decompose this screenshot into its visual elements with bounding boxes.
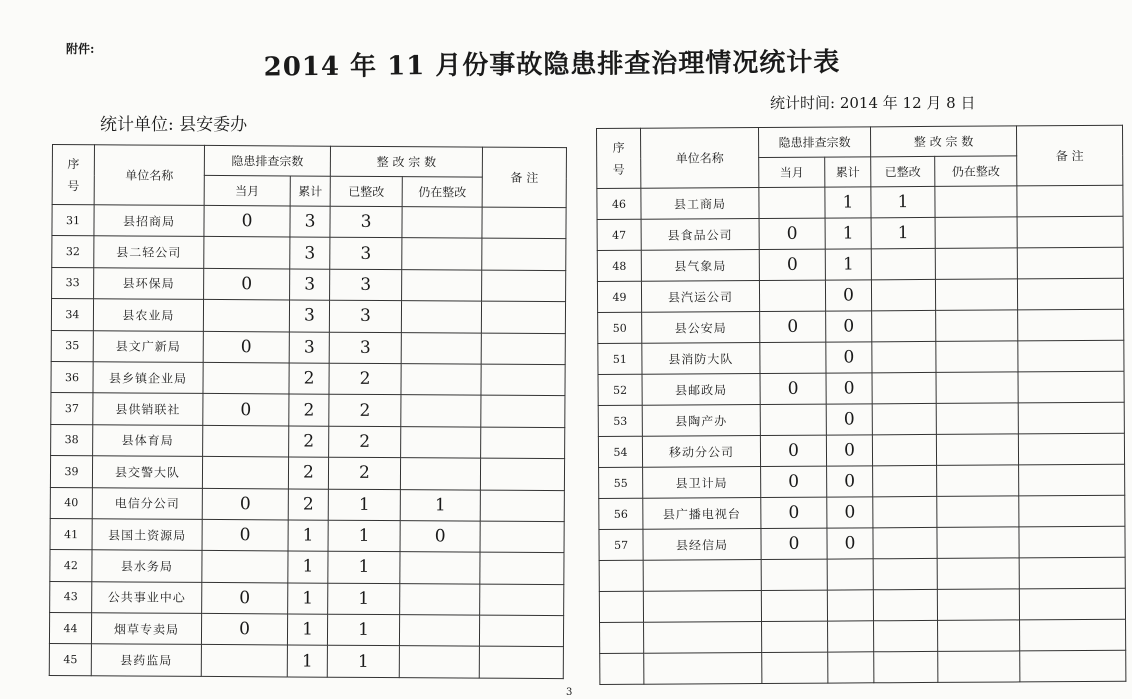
seq-cell: 52: [598, 374, 642, 405]
cumulative-cell: 1: [825, 187, 871, 218]
cumulative-cell: 3: [289, 332, 329, 364]
seq-header-bottom: 号: [612, 162, 625, 177]
rectified-cell: 1: [871, 186, 935, 217]
current-month-cell: 0: [202, 582, 288, 614]
still-rectifying-cell: [401, 426, 481, 458]
unit-name-cell: 县国土资源局: [92, 519, 202, 551]
remarks-cell: [482, 270, 566, 302]
rectified-cell: 2: [329, 363, 401, 395]
rectified-cell: [873, 496, 937, 527]
table-row: [52, 205, 566, 240]
rectified-cell: 2: [328, 457, 400, 489]
rectified-cell: 3: [330, 238, 402, 270]
unit-name-header: 单位名称: [641, 128, 759, 189]
still-rectifying-cell: [400, 552, 480, 584]
still-rectifying-cell: [402, 238, 482, 270]
cumulative-cell: 2: [289, 426, 329, 458]
cumulative-cell: 3: [290, 269, 330, 301]
seq-header: [597, 128, 641, 188]
still-rectifying-cell: [935, 217, 1017, 249]
remarks-cell: [480, 584, 564, 616]
unit-name-cell: 烟草专卖局: [91, 613, 201, 645]
still-rectifying-cell: 1: [400, 489, 480, 521]
cumulative-cell: 1: [287, 614, 327, 646]
rectified-cell: 1: [328, 551, 400, 583]
cumulative-cell: 1: [288, 551, 328, 583]
table-row: [598, 309, 1124, 343]
unit-name-cell: [644, 652, 762, 684]
still-rectifying-cell: [402, 269, 482, 301]
current-month-cell: 0: [760, 311, 826, 342]
cumulative-header: 累计: [290, 176, 330, 206]
page-number: 3: [566, 687, 573, 698]
seq-cell: 42: [50, 550, 92, 582]
table-row: [598, 433, 1124, 467]
unit-name-cell: [643, 590, 761, 622]
unit-name-cell: 县环保局: [94, 268, 204, 300]
cumulative-cell: 0: [826, 342, 872, 373]
seq-cell: [600, 622, 644, 653]
rectify-count-header: 整 改 宗 数: [871, 126, 1017, 157]
still-rectifying-cell: [399, 646, 479, 678]
table-row: [50, 487, 564, 522]
remarks-cell: [1017, 216, 1123, 248]
unit-name-cell: 县水务局: [92, 550, 202, 582]
seq-cell: 36: [51, 361, 93, 393]
unit-name-cell: 县交警大队: [92, 456, 202, 488]
rectified-header: 已整改: [330, 176, 402, 206]
still-rectifying-cell: [936, 341, 1018, 373]
remarks-cell: [479, 647, 563, 679]
remarks-cell: [480, 521, 564, 553]
still-rectifying-header: 仍在整改: [935, 156, 1017, 187]
rectified-cell: [871, 248, 935, 279]
unit-name-cell: 县食品公司: [641, 219, 759, 251]
still-rectifying-cell: [400, 583, 480, 615]
current-month-cell: [203, 362, 289, 394]
rectified-cell: [873, 465, 937, 496]
table-row: [49, 644, 563, 679]
current-month-cell: [202, 551, 288, 583]
rectified-cell: 1: [328, 520, 400, 552]
still-rectifying-cell: [936, 403, 1018, 435]
rectified-cell: 3: [329, 332, 401, 364]
cumulative-cell: 0: [825, 280, 871, 311]
seq-cell: 38: [51, 424, 93, 456]
rectified-cell: [872, 310, 936, 341]
remarks-cell: [481, 364, 565, 396]
current-month-cell: 0: [761, 528, 827, 559]
table-row: [600, 619, 1126, 653]
table-row: [597, 278, 1123, 312]
current-month-cell: [203, 425, 289, 457]
seq-cell: 41: [50, 518, 92, 550]
current-month-cell: 0: [204, 268, 290, 300]
rectified-cell: [872, 434, 936, 465]
remarks-header: 备 注: [1017, 125, 1123, 186]
remarks-cell: [1019, 557, 1125, 589]
rectified-cell: 1: [327, 646, 399, 678]
table-row: [52, 236, 566, 271]
rectified-cell: [872, 372, 936, 403]
remarks-cell: [1017, 278, 1123, 310]
unit-name-cell: [643, 559, 761, 591]
cumulative-cell: 0: [826, 435, 872, 466]
cumulative-cell: 2: [288, 457, 328, 489]
still-rectifying-cell: [402, 207, 482, 239]
current-month-cell: 0: [761, 466, 827, 497]
current-month-header: 当月: [759, 157, 825, 187]
rectified-header: 已整改: [871, 156, 935, 186]
cumulative-cell: 0: [826, 311, 872, 342]
still-rectifying-cell: [937, 465, 1019, 497]
seq-cell: 32: [52, 236, 94, 268]
cumulative-cell: 2: [289, 363, 329, 395]
rectified-cell: [873, 558, 937, 589]
cumulative-cell: 3: [290, 237, 330, 269]
table-row: [598, 371, 1124, 405]
unit-name-cell: 县经信局: [643, 528, 761, 560]
remarks-cell: [1017, 185, 1123, 217]
table-row: [598, 402, 1124, 436]
cumulative-cell: 0: [827, 528, 873, 559]
remarks-header: 备 注: [482, 147, 566, 208]
cumulative-cell: 1: [288, 583, 328, 615]
unit-name-cell: 县卫计局: [643, 467, 761, 499]
unit-name-cell: 县广播电视台: [643, 498, 761, 530]
current-month-cell: [761, 590, 827, 621]
current-month-cell: 0: [202, 488, 288, 520]
seq-cell: 34: [51, 299, 93, 331]
unit-name-cell: 县汽运公司: [641, 281, 759, 313]
still-rectifying-cell: [401, 395, 481, 427]
remarks-cell: [1019, 495, 1125, 527]
remarks-cell: [481, 427, 565, 459]
table-row: [600, 650, 1126, 684]
remarks-cell: [1019, 464, 1125, 496]
still-rectifying-cell: [935, 248, 1017, 280]
seq-cell: 43: [50, 581, 92, 613]
seq-cell: 39: [50, 456, 92, 488]
seq-cell: [599, 560, 643, 591]
seq-cell: 31: [52, 205, 94, 237]
unit-name-cell: 公共事业中心: [92, 581, 202, 613]
seq-cell: [600, 653, 644, 684]
rectified-cell: 2: [329, 426, 401, 458]
remarks-cell: [481, 333, 565, 365]
seq-header-bottom: 号: [67, 178, 80, 193]
still-rectifying-cell: [937, 558, 1019, 590]
seq-cell: 51: [598, 343, 642, 374]
seq-header: [52, 145, 94, 205]
cumulative-cell: 2: [288, 488, 328, 520]
seq-cell: 47: [597, 219, 641, 250]
seq-cell: [599, 591, 643, 622]
unit-name-cell: 县消防大队: [642, 343, 760, 375]
seq-cell: 48: [597, 250, 641, 281]
table-row: [51, 330, 565, 365]
still-rectifying-cell: [937, 496, 1019, 528]
table-row: [599, 588, 1125, 622]
table-row: [599, 557, 1125, 591]
still-rectifying-cell: [936, 310, 1018, 342]
cumulative-cell: 0: [826, 373, 872, 404]
right-stats-table: [596, 125, 1126, 685]
remarks-cell: [1018, 371, 1124, 403]
seq-cell: 54: [598, 436, 642, 467]
still-rectifying-header: 仍在整改: [402, 177, 482, 207]
remarks-cell: [1019, 588, 1125, 620]
hazard-count-header: 隐患排查宗数: [759, 127, 871, 158]
current-month-header: 当月: [204, 175, 290, 206]
still-rectifying-cell: [936, 372, 1018, 404]
cumulative-cell: 3: [290, 206, 330, 238]
table-row: [51, 393, 565, 428]
current-month-cell: [760, 404, 826, 435]
seq-cell: 46: [597, 188, 641, 219]
seq-cell: 45: [49, 644, 91, 676]
table-row: [51, 424, 565, 459]
still-rectifying-cell: [937, 527, 1019, 559]
rectified-cell: 1: [871, 217, 935, 248]
current-month-cell: 0: [202, 519, 288, 551]
still-rectifying-cell: [400, 458, 480, 490]
seq-cell: 53: [598, 405, 642, 436]
table-row: [599, 526, 1125, 560]
still-rectifying-cell: [935, 186, 1017, 218]
unit-name-cell: 县工商局: [641, 188, 759, 220]
rectified-cell: [874, 651, 938, 682]
seq-cell: 57: [599, 529, 643, 560]
table-row: [597, 185, 1123, 219]
current-month-cell: 0: [203, 331, 289, 363]
unit-name-cell: 县供销联社: [93, 393, 203, 425]
still-rectifying-cell: [938, 651, 1020, 683]
remarks-cell: [1017, 247, 1123, 279]
table-row: [49, 613, 563, 648]
remarks-cell: [480, 458, 564, 490]
still-rectifying-cell: [401, 332, 481, 364]
rectified-cell: 1: [327, 614, 399, 646]
seq-cell: 35: [51, 330, 93, 362]
attachment-label: 附件:: [66, 42, 95, 56]
remarks-cell: [480, 490, 564, 522]
cumulative-cell: 0: [827, 466, 873, 497]
rectified-cell: 3: [329, 300, 401, 332]
remarks-cell: [1018, 433, 1124, 465]
current-month-cell: 0: [759, 218, 825, 249]
cumulative-header: 累计: [825, 157, 871, 187]
unit-name-cell: 县文广新局: [93, 330, 203, 362]
cumulative-cell: [828, 652, 874, 683]
remarks-cell: [1019, 526, 1125, 558]
unit-name-cell: 县气象局: [641, 250, 759, 282]
remarks-cell: [481, 301, 565, 333]
left-stats-table: [49, 144, 567, 679]
hazard-count-header: 隐患排查宗数: [204, 145, 330, 176]
unit-name-cell: 电信分公司: [92, 487, 202, 519]
remarks-cell: [1018, 402, 1124, 434]
still-rectifying-cell: [937, 589, 1019, 621]
cumulative-cell: 0: [826, 404, 872, 435]
still-rectifying-cell: [938, 620, 1020, 652]
current-month-cell: 0: [760, 373, 826, 404]
current-month-cell: 0: [201, 614, 287, 646]
rectified-cell: 3: [330, 206, 402, 238]
current-month-cell: 0: [760, 435, 826, 466]
cumulative-cell: [828, 621, 874, 652]
remarks-cell: [481, 395, 565, 427]
cumulative-cell: 2: [289, 394, 329, 426]
rectified-cell: [871, 279, 935, 310]
table-row: [599, 495, 1125, 529]
current-month-cell: [203, 300, 289, 332]
cumulative-cell: 1: [825, 218, 871, 249]
rectified-cell: 2: [329, 395, 401, 427]
remarks-cell: [480, 552, 564, 584]
rectified-cell: [873, 527, 937, 558]
remarks-cell: [482, 207, 566, 239]
seq-header-top: 序: [67, 156, 80, 171]
unit-name-cell: 县药监局: [91, 644, 201, 676]
current-month-cell: [760, 342, 826, 373]
unit-name-cell: [644, 621, 762, 653]
table-row: [597, 247, 1123, 281]
unit-name-cell: 县农业局: [93, 299, 203, 331]
seq-header-top: 序: [612, 140, 625, 155]
unit-name-cell: 县邮政局: [642, 374, 760, 406]
cumulative-cell: 0: [827, 497, 873, 528]
table-row: [50, 581, 564, 616]
current-month-cell: 0: [203, 394, 289, 426]
unit-name-cell: 县陶产办: [642, 405, 760, 437]
unit-name-cell: 县招商局: [94, 205, 204, 237]
current-month-cell: [204, 237, 290, 269]
remarks-cell: [1020, 619, 1126, 651]
unit-name-cell: 县公安局: [642, 312, 760, 344]
current-month-cell: 0: [759, 249, 825, 280]
still-rectifying-cell: [401, 364, 481, 396]
unit-name-cell: 县二轻公司: [94, 236, 204, 268]
statistics-unit: 统计单位: 县安委办: [100, 115, 248, 135]
cumulative-cell: [827, 559, 873, 590]
still-rectifying-cell: [399, 615, 479, 647]
cumulative-cell: 3: [289, 300, 329, 332]
page-title: 2014 年 11 月份事故隐患排查治理情况统计表: [263, 47, 841, 83]
current-month-cell: [761, 559, 827, 590]
rectified-cell: [874, 620, 938, 651]
unit-name-cell: 县体育局: [93, 424, 203, 456]
rectify-count-header: 整 改 宗 数: [330, 146, 482, 177]
still-rectifying-cell: [936, 434, 1018, 466]
still-rectifying-cell: [401, 301, 481, 333]
rectified-cell: [872, 403, 936, 434]
seq-cell: 55: [599, 467, 643, 498]
table-row: [52, 267, 566, 302]
seq-cell: 33: [52, 267, 94, 299]
rectified-cell: 1: [328, 583, 400, 615]
seq-cell: 37: [51, 393, 93, 425]
unit-name-cell: 移动分公司: [642, 436, 760, 468]
seq-cell: 44: [49, 613, 91, 645]
statistics-time: 统计时间: 2014 年 12 月 8 日: [770, 94, 976, 112]
still-rectifying-cell: [935, 279, 1017, 311]
table-row: [597, 216, 1123, 250]
seq-cell: 40: [50, 487, 92, 519]
current-month-cell: [762, 621, 828, 652]
seq-cell: 49: [597, 281, 641, 312]
current-month-cell: [202, 457, 288, 489]
table-row: [599, 464, 1125, 498]
cumulative-cell: 1: [825, 249, 871, 280]
rectified-cell: 1: [328, 489, 400, 521]
current-month-cell: [201, 645, 287, 677]
table-row: [51, 299, 565, 334]
table-row: [598, 340, 1124, 374]
current-month-cell: 0: [761, 497, 827, 528]
remarks-cell: [1018, 309, 1124, 341]
current-month-cell: [762, 652, 828, 683]
current-month-cell: 0: [204, 205, 290, 237]
rectified-cell: [872, 341, 936, 372]
table-row: [50, 550, 564, 585]
rectified-cell: [873, 589, 937, 620]
seq-cell: 56: [599, 498, 643, 529]
unit-name-header: 单位名称: [94, 145, 204, 206]
rectified-cell: 3: [330, 269, 402, 301]
table-row: [50, 518, 564, 553]
seq-cell: 50: [598, 312, 642, 343]
remarks-cell: [482, 239, 566, 271]
table-row: [51, 361, 565, 396]
remarks-cell: [1018, 340, 1124, 372]
unit-name-cell: 县乡镇企业局: [93, 362, 203, 394]
current-month-cell: [759, 280, 825, 311]
still-rectifying-cell: 0: [400, 521, 480, 553]
table-row: [50, 456, 564, 491]
remarks-cell: [1020, 650, 1126, 682]
cumulative-cell: 1: [288, 520, 328, 552]
remarks-cell: [479, 615, 563, 647]
cumulative-cell: 1: [287, 645, 327, 677]
current-month-cell: [759, 187, 825, 218]
cumulative-cell: [827, 590, 873, 621]
